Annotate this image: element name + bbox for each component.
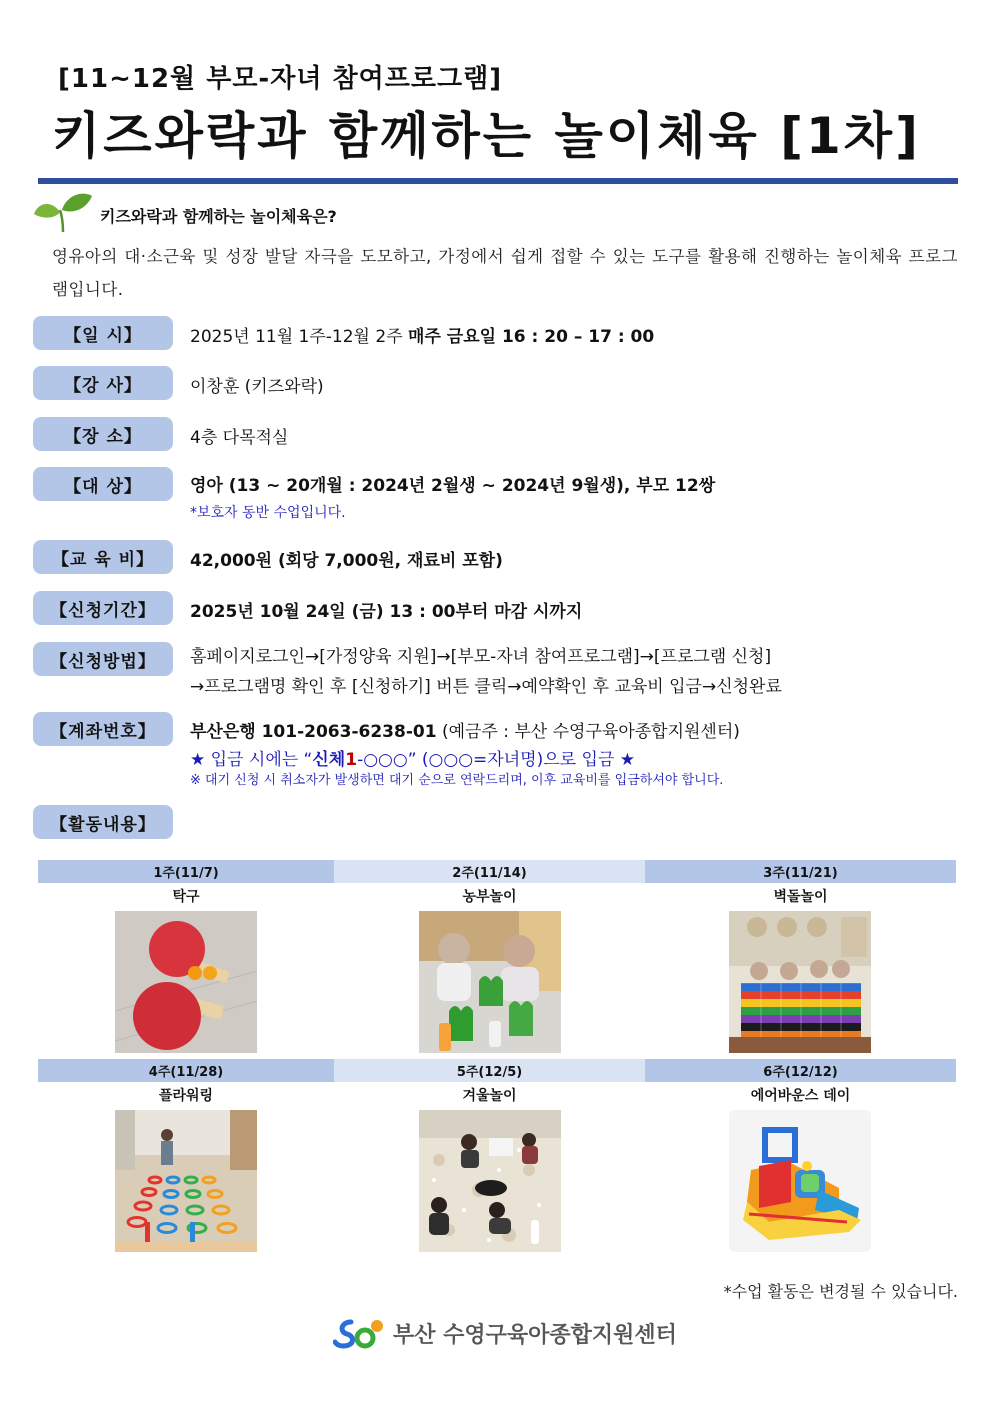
intro-body: 영유아의 대·소근육 및 성장 발달 자극을 도모하고, 가정에서 쉽게 접할 수 있는 도구를 활용해 진행하는 놀이체육 프로그램입니다. xyxy=(52,247,958,299)
activities-label: 【활동내용】 xyxy=(33,805,173,839)
intro-heading: 키즈와락과 함께하는 놀이체육은? xyxy=(100,207,337,226)
page-subtitle: [11~12월 부모-자녀 참여프로그램] xyxy=(58,64,503,94)
center-logo-icon xyxy=(333,1316,385,1350)
title-divider xyxy=(38,178,958,184)
schedule-value: 2025년 11월 1주-12월 2주 매주 금요일 16 : 20 – 17 : 00 xyxy=(190,327,655,347)
period-value: 2025년 10월 24일 (금) 13 : 00부터 마감 시까지 xyxy=(190,602,583,622)
ping-pong-photo xyxy=(115,911,257,1053)
footer xyxy=(333,1316,677,1350)
fee-value: 42,000원 (회당 7,000원, 재료비 포함) xyxy=(190,551,503,571)
air-bounce-photo xyxy=(729,1110,871,1252)
week-2-header: 2주(11/14) xyxy=(334,860,645,883)
week-3-name: 벽돌놀이 xyxy=(773,889,828,905)
fee-label: 【교 육 비】 xyxy=(33,540,173,574)
flower-ring-photo xyxy=(115,1110,257,1252)
week-3-header: 3주(11/21) xyxy=(645,860,956,883)
method-label: 【신청방법】 xyxy=(33,642,173,676)
winter-play-photo xyxy=(419,1110,561,1252)
target-value: 영아 (13 ~ 20개월 : 2024년 2월생 ~ 2024년 9월생), 부모 12쌍 xyxy=(190,476,716,496)
week-1-name: 탁구 xyxy=(172,889,200,905)
week-1-header: 1주(11/7) xyxy=(38,860,334,883)
brick-play-photo xyxy=(729,911,871,1053)
farmer-play-photo xyxy=(419,911,561,1053)
sprout-icon xyxy=(32,190,94,234)
target-label: 【대 상】 xyxy=(33,467,173,501)
period-label: 【신청기간】 xyxy=(33,591,173,625)
location-label: 【장 소】 xyxy=(33,417,173,451)
method-line2: →프로그램명 확인 후 [신청하기] 버튼 클릭→예약확인 후 교육비 입금→신청완료 xyxy=(190,677,782,697)
week-4-name: 플라워링 xyxy=(158,1088,214,1104)
week-5-header: 5주(12/5) xyxy=(334,1059,645,1082)
page-title: 키즈와락과 함께하는 놀이체육 [1차] xyxy=(52,107,921,165)
center-name: 부산 수영구육아종합지원센터 xyxy=(393,1322,677,1348)
deposit-instruction: ★ 입금 시에는 “신체1-○○○” (○○○=자녀명)으로 입금 ★ xyxy=(190,750,635,770)
week-5-name: 겨울놀이 xyxy=(462,1088,517,1104)
waitlist-notice: ※ 대기 신청 시 취소자가 발생하면 대기 순으로 연락드리며, 이후 교육비를 입금하셔야 합니다. xyxy=(190,773,724,788)
method-line1: 홈페이지로그인→[가정양육 지원]→[부모-자녀 참여프로그램]→[프로그램 신청] xyxy=(190,647,772,667)
week-6-header: 6주(12/12) xyxy=(645,1059,956,1082)
week-6-name: 에어바운스 데이 xyxy=(750,1088,851,1104)
week-2-name: 농부놀이 xyxy=(462,889,517,905)
schedule-label: 【일 시】 xyxy=(33,316,173,350)
instructor-value: 이창훈 (키즈와락) xyxy=(190,377,324,397)
week-4-header: 4주(11/28) xyxy=(38,1059,334,1082)
instructor-label: 【강 사】 xyxy=(33,366,173,400)
change-notice: *수업 활동은 변경될 수 있습니다. xyxy=(723,1282,958,1301)
target-note: *보호자 동반 수업입니다. xyxy=(190,505,346,521)
location-value: 4층 다목적실 xyxy=(190,428,289,448)
account-value: 부산은행 101-2063-6238-01 (예금주 : 부산 수영구육아종합지원센터) xyxy=(190,722,740,742)
account-label: 【계좌번호】 xyxy=(33,712,173,746)
